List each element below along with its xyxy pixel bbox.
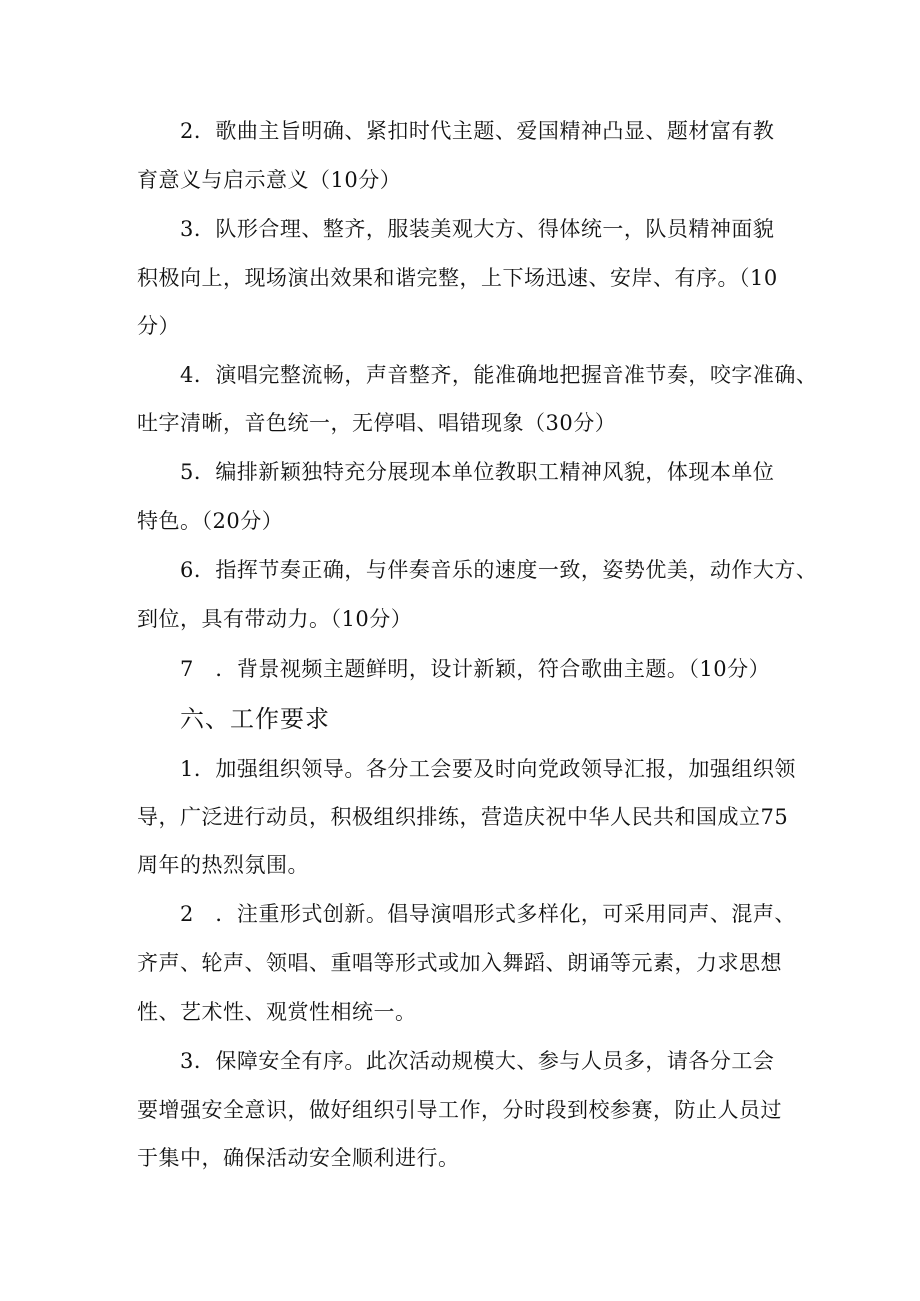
criterion-3-line-2: 积极向上，现场演出效果和谐完整，上下场迅速、安岸、有序。（10 [137,266,778,290]
criterion-3-line-3: 分） [137,314,180,338]
criterion-5-line-2: 特色。（20分） [137,509,284,533]
requirement-3-line-2: 要增强安全意识，做好组织引导工作，分时段到校参赛，防止人员过 [137,1098,782,1122]
criterion-2-line-1: 2．歌曲主旨明确、紧扣时代主题、爱国精神凸显、题材富有教 [180,119,775,143]
section-heading: 六、工作要求 [180,705,330,733]
requirement-3-line-3: 于集中，确保活动安全顺利进行。 [137,1146,460,1170]
requirement-1-line-2: 导，广泛进行动员，积极组织排练，营造庆祝中华人民共和国成立75 [137,805,789,829]
requirement-3-line-1: 3．保障安全有序。此次活动规模大、参与人员多，请各分工会 [180,1049,775,1073]
criterion-4-line-1: 4．演唱完整流畅，声音整齐，能准确地把握音准节奏，咬字准确、 [180,363,818,387]
criterion-6-line-1: 6．指挥节奏正确，与伴奏音乐的速度一致，姿势优美，动作大方、 [180,558,818,582]
criterion-2-line-2: 育意义与启示意义（10分） [137,168,402,192]
criterion-5-line-1: 5．编排新颖独特充分展现本单位教职工精神风貌，体现本单位 [180,460,775,484]
requirement-2-line-2: 齐声、轮声、领唱、重唱等形式或加入舞蹈、朗诵等元素，力求思想 [137,951,782,975]
requirement-2-line-3: 性、艺术性、观赏性相统一。 [137,1000,417,1024]
criterion-6-line-2: 到位，具有带动力。（10分） [137,607,413,631]
requirement-1-line-1: 1．加强组织领导。各分工会要及时向党政领导汇报，加强组织领 [180,757,796,781]
requirement-2-line-1: 2 ．注重形式创新。倡导演唱形式多样化，可采用同声、混声、 [180,902,796,926]
criterion-3-line-1: 3．队形合理、整齐，服装美观大方、得体统一，队员精神面貌 [180,217,775,241]
requirement-1-line-3: 周年的热烈氛围。 [137,853,309,877]
criterion-4-line-2: 吐字清晰，音色统一，无停唱、唱错现象（30分） [137,411,617,435]
criterion-7-line-1: 7 ．背景视频主题鲜明，设计新颖，符合歌曲主题。（10分） [180,657,771,681]
